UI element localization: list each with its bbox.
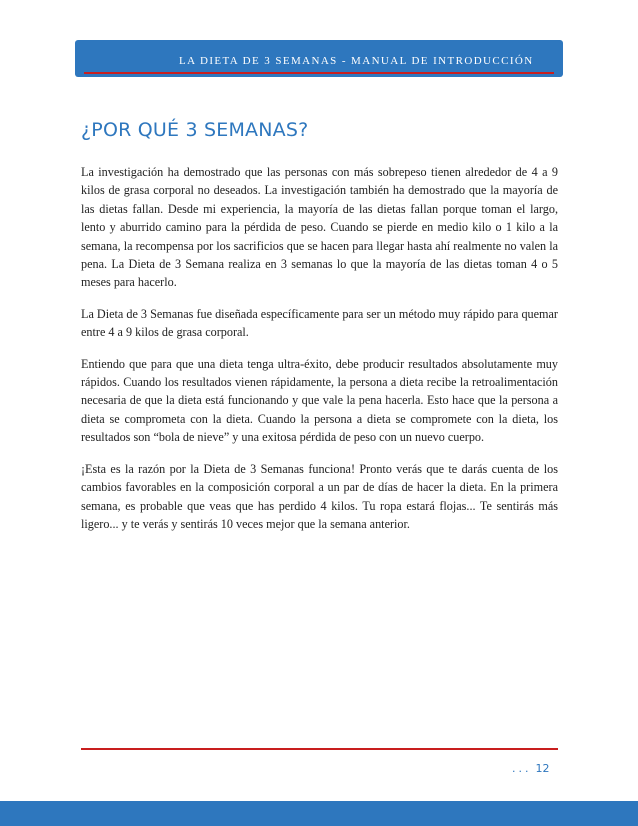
paragraph-4: ¡Esta es la razón por la Dieta de 3 Semanas funciona! Pronto verás que te darás cuenta de los cambios favorables en la composición corporal a un par de días de hacer la dieta. En la primera semana, es probable que veas que has perdido 4 kilos. Tu ropa estará flojas... Te sentirás más ligero... y te verás y sentirás 10 veces mejor que la semana anterior. — [81, 461, 558, 531]
body-text — [81, 163, 558, 546]
paragraph-3: Entiendo que para que una dieta tenga ultra-éxito, debe producir resultados absolutamente muy rápidos. Cuando los resultados vienen rápidamente, la persona a dieta recibe la retroalimentación necesaria de que la dieta está funcionando y que vale la pena hacerla. Esto hace que la persona a dieta se comprometa con la dieta. Cuando la persona a dieta se compromete con la dieta, los resultados son “bola de nieve” y una exitosa pérdida de peso con un nuevo cuerpo. — [81, 356, 558, 445]
running-header-title: LA DIETA DE 3 SEMANAS - MANUAL DE INTRODUCCIÓN — [179, 55, 534, 67]
header-bar — [75, 40, 563, 77]
bottom-band — [0, 801, 638, 826]
paragraph-2: La Dieta de 3 Semanas fue diseñada específicamente para ser un método muy rápido para quemar entre 4 a 9 kilos de grasa corporal. — [81, 306, 558, 340]
page-title: ¿POR QUÉ 3 SEMANAS? — [81, 119, 309, 141]
page-number — [512, 762, 550, 775]
footer-divider — [81, 748, 558, 750]
paragraph-1: La investigación ha demostrado que las personas con más sobrepeso tienen alrededor de 4 a 9 kilos de grasa corporal no deseados. La investigación también ha demostrado que la mayoría de las dietas fallan. Desde mi experiencia, la mayoría de las dietas fallan porque toman el largo, lento y aburrido camino para la pérdida de peso. Cuando se pierde en medio kilo o 1 kilo a la semana, la recompensa por los sacrificios que se hacen para llegar hasta ahí realmente no valen la pena. La Dieta de 3 Semana realiza en 3 semanas lo que la mayoría de las dietas toman 4 o 5 meses para hacerlo. — [81, 165, 558, 290]
header-divider — [84, 72, 554, 74]
page-number-dots: ... — [512, 762, 532, 775]
page-number-value: 12 — [535, 762, 550, 775]
